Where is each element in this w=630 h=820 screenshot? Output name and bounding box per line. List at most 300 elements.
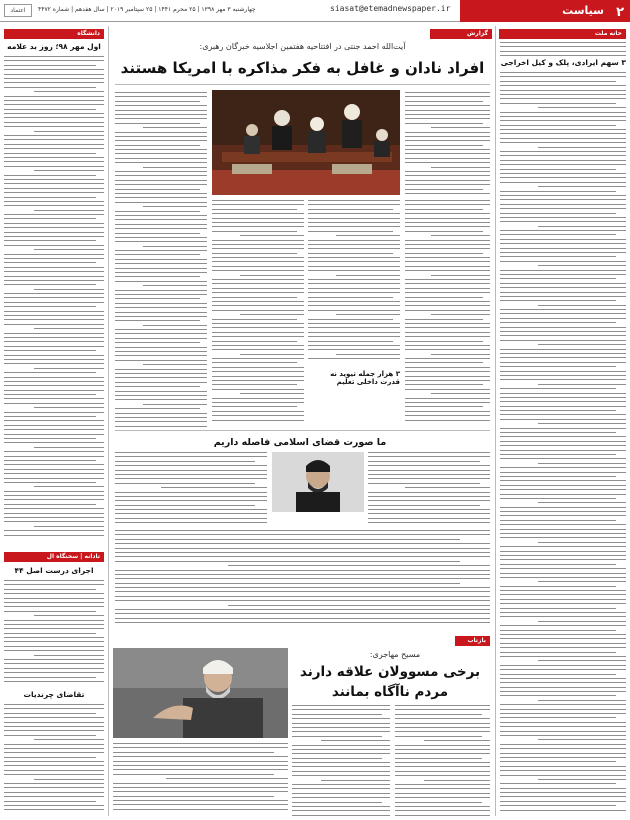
text-line	[405, 406, 483, 407]
text-line	[292, 745, 390, 746]
text-line	[4, 774, 104, 775]
text-line	[405, 341, 483, 342]
text-line	[4, 306, 96, 307]
text-line	[500, 318, 626, 319]
text-line	[4, 355, 104, 356]
text-line	[143, 325, 207, 326]
text-line	[368, 500, 490, 501]
text-line	[405, 376, 490, 377]
text-line	[212, 257, 304, 258]
text-line	[240, 393, 304, 394]
text-line	[4, 157, 104, 158]
text-line	[321, 780, 390, 781]
text-line	[395, 749, 490, 750]
text-line	[368, 478, 490, 479]
text-line	[538, 581, 626, 582]
text-line	[115, 561, 460, 562]
text-line	[395, 806, 490, 807]
text-line	[431, 314, 491, 315]
text-line	[500, 239, 626, 240]
text-line	[4, 403, 104, 404]
text-line	[500, 125, 616, 126]
text-line	[113, 765, 288, 766]
text-line	[292, 810, 390, 811]
text-line	[212, 389, 304, 390]
text-line	[500, 278, 616, 279]
text-line	[113, 756, 288, 757]
text-line	[4, 87, 96, 88]
text-line	[4, 122, 104, 123]
text-line	[500, 441, 626, 442]
text-line	[4, 434, 104, 435]
text-line	[500, 85, 626, 86]
text-line	[4, 650, 104, 651]
text-line	[115, 483, 255, 484]
text-line	[115, 316, 207, 317]
page-header	[0, 0, 630, 22]
text-line	[405, 118, 490, 119]
text-line	[500, 625, 626, 626]
text-line	[4, 346, 104, 347]
text-line	[500, 371, 626, 372]
text-line	[405, 358, 490, 359]
text-line	[405, 415, 490, 416]
text-line	[500, 647, 626, 648]
text-line	[500, 480, 626, 481]
text-line	[4, 717, 104, 718]
text-line	[212, 231, 297, 232]
text-line	[115, 609, 490, 610]
text-line	[500, 129, 626, 130]
text-line	[4, 139, 104, 140]
text-line	[212, 332, 304, 333]
text-line	[115, 591, 490, 592]
text-line	[115, 118, 207, 119]
text-line	[500, 713, 626, 714]
text-line	[115, 417, 207, 418]
text-line	[4, 770, 104, 771]
text-line	[212, 305, 304, 306]
text-line	[500, 494, 626, 495]
text-line	[4, 633, 96, 634]
text-line	[405, 213, 490, 214]
text-line	[368, 509, 490, 510]
text-line	[4, 517, 104, 518]
text-line	[34, 447, 104, 448]
text-line	[336, 314, 400, 315]
text-line	[115, 534, 490, 535]
text-line	[4, 451, 104, 452]
text-line	[500, 630, 616, 631]
text-line	[4, 504, 96, 505]
text-line	[500, 160, 626, 161]
text-line	[368, 452, 490, 453]
text-line	[500, 155, 626, 156]
text-line	[4, 708, 104, 709]
text-line	[34, 368, 104, 369]
text-line	[500, 287, 626, 288]
section-title: سیاست	[562, 4, 604, 17]
text-line	[405, 145, 483, 146]
text-line	[308, 301, 400, 302]
text-line	[143, 364, 207, 365]
text-line	[143, 127, 207, 128]
text-line	[4, 390, 104, 391]
text-line	[4, 460, 96, 461]
text-line	[4, 478, 104, 479]
text-line	[115, 395, 207, 396]
text-line	[115, 492, 267, 493]
text-line	[4, 262, 96, 263]
text-line	[115, 399, 207, 400]
text-line	[292, 775, 390, 776]
text-line	[4, 385, 104, 386]
text-line	[4, 805, 104, 806]
text-line	[212, 226, 304, 227]
text-line	[4, 192, 104, 193]
left-top-label: دانشگاه	[4, 29, 104, 39]
text-line	[4, 735, 96, 736]
text-line	[500, 349, 626, 350]
text-line	[212, 336, 304, 337]
text-line	[212, 345, 304, 346]
text-line	[212, 398, 304, 399]
text-line	[500, 169, 616, 170]
text-line	[308, 345, 400, 346]
text-line	[4, 606, 104, 607]
text-line	[405, 226, 490, 227]
text-line	[500, 81, 616, 82]
text-line	[115, 539, 460, 540]
text-line	[115, 461, 255, 462]
text-line	[4, 513, 104, 514]
text-line	[500, 393, 626, 394]
secondary-body-wide	[115, 530, 490, 627]
text-line	[4, 398, 104, 399]
text-line	[228, 605, 491, 606]
left-bottom-body	[4, 580, 104, 685]
text-line	[395, 810, 490, 811]
text-line	[292, 771, 390, 772]
text-line	[4, 104, 104, 105]
text-line	[292, 762, 390, 763]
text-line	[115, 211, 200, 212]
text-line	[405, 222, 490, 223]
text-line	[115, 320, 200, 321]
text-line	[4, 659, 104, 660]
text-line	[228, 565, 491, 566]
text-line	[34, 655, 104, 656]
text-line	[405, 332, 490, 333]
text-line	[336, 275, 400, 276]
left-bottom-title: اجرای درست اصل ۴۴	[14, 566, 94, 575]
text-line	[4, 677, 96, 678]
text-line	[395, 766, 490, 767]
text-line	[308, 209, 393, 210]
text-line	[500, 335, 626, 336]
text-line	[143, 404, 207, 405]
text-line	[405, 371, 490, 372]
text-line	[500, 362, 626, 363]
text-line	[405, 149, 490, 150]
section-email: siasat@etemadnewspaper.ir	[330, 4, 451, 13]
text-line	[405, 310, 490, 311]
text-line	[4, 668, 104, 669]
text-line	[115, 505, 255, 506]
text-line	[500, 788, 626, 789]
text-line	[500, 805, 616, 806]
text-line	[405, 487, 490, 488]
text-line	[500, 608, 616, 609]
text-line	[538, 265, 626, 266]
text-line	[4, 438, 96, 439]
page-number: ۲	[616, 5, 624, 20]
text-line	[368, 522, 490, 523]
text-line	[4, 765, 104, 766]
text-line	[405, 200, 490, 201]
newspaper-logo: اعتماد	[4, 4, 32, 17]
text-line	[115, 250, 207, 251]
text-line	[500, 173, 626, 174]
text-line	[500, 770, 626, 771]
main-headline: افراد نادان و غافل به فکر مذاکره با امریکا هستند	[120, 59, 485, 77]
text-line	[212, 213, 304, 214]
text-line	[395, 788, 490, 789]
text-line	[143, 285, 207, 286]
text-line	[113, 800, 288, 801]
text-line	[115, 276, 200, 277]
text-line	[115, 377, 207, 378]
text-line	[4, 495, 104, 496]
text-line	[115, 465, 267, 466]
text-line	[4, 218, 96, 219]
text-line	[4, 161, 104, 162]
text-line	[500, 379, 626, 380]
text-line	[115, 153, 207, 154]
text-line	[500, 397, 626, 398]
text-line	[292, 758, 382, 759]
text-line	[4, 214, 104, 215]
text-line	[4, 135, 104, 136]
text-line	[4, 521, 104, 522]
bottom-body-column	[292, 705, 390, 819]
text-line	[500, 511, 626, 512]
text-line	[4, 148, 104, 149]
text-line	[115, 333, 207, 334]
text-line	[500, 221, 626, 222]
text-line	[115, 530, 490, 531]
text-line	[395, 758, 482, 759]
text-line	[500, 678, 626, 679]
text-line	[500, 726, 626, 727]
text-line	[4, 752, 104, 753]
text-line	[212, 310, 304, 311]
text-line	[500, 551, 626, 552]
text-line	[4, 637, 104, 638]
text-line	[34, 91, 104, 92]
text-line	[308, 218, 400, 219]
left-top-body	[4, 56, 104, 539]
text-line	[115, 556, 490, 557]
text-line	[500, 410, 616, 411]
text-line	[115, 548, 490, 549]
text-line	[115, 574, 490, 575]
text-line	[4, 65, 96, 66]
text-line	[500, 164, 626, 165]
text-line	[4, 205, 104, 206]
text-line	[500, 195, 626, 196]
text-line	[368, 483, 480, 484]
text-line	[308, 222, 400, 223]
text-line	[4, 363, 104, 364]
text-line	[368, 470, 490, 471]
text-line	[500, 507, 626, 508]
main-kicker: آیت‌الله احمد جنتی در افتتاحیه هفتمین اجلاسیه خبرگان رهبری:	[199, 42, 406, 51]
text-line	[4, 284, 96, 285]
text-line	[500, 674, 616, 675]
text-line	[500, 112, 626, 113]
text-line	[34, 249, 104, 250]
text-line	[212, 292, 304, 293]
text-line	[240, 235, 304, 236]
text-line	[4, 726, 104, 727]
text-line	[538, 502, 626, 503]
text-line	[308, 257, 400, 258]
text-line	[405, 136, 490, 137]
text-line	[115, 180, 207, 181]
text-line	[500, 322, 616, 323]
text-line	[115, 456, 267, 457]
text-line	[500, 98, 626, 99]
text-line	[500, 489, 626, 490]
text-line	[4, 188, 104, 189]
text-line	[115, 193, 207, 194]
text-line	[368, 492, 490, 493]
text-line	[405, 345, 490, 346]
text-line	[292, 802, 382, 803]
text-line	[4, 796, 104, 797]
text-line	[308, 231, 393, 232]
text-line	[4, 412, 104, 413]
text-line	[4, 381, 104, 382]
text-line	[500, 524, 626, 525]
text-line	[500, 731, 626, 732]
text-line	[308, 226, 400, 227]
text-line	[431, 167, 491, 168]
text-line	[405, 204, 490, 205]
main-body-column	[405, 200, 490, 424]
text-line	[4, 663, 104, 664]
text-line	[500, 419, 626, 420]
text-line	[115, 307, 207, 308]
text-line	[113, 783, 288, 784]
text-line	[395, 745, 490, 746]
text-line	[424, 740, 491, 741]
left-top-title: اول مهر ۹۸؛ روز بد علامه	[7, 42, 101, 51]
text-line	[500, 515, 626, 516]
text-line	[4, 341, 104, 342]
text-line	[115, 373, 207, 374]
text-line	[4, 315, 104, 316]
text-line	[115, 294, 207, 295]
text-line	[405, 180, 490, 181]
text-line	[292, 788, 390, 789]
text-line	[538, 226, 626, 227]
text-line	[212, 349, 304, 350]
text-line	[4, 319, 104, 320]
text-line	[538, 542, 626, 543]
report-label: گزارش	[430, 29, 492, 39]
text-line	[113, 752, 274, 753]
text-line	[395, 723, 490, 724]
text-line	[4, 420, 104, 421]
text-line	[115, 587, 490, 588]
text-line	[405, 253, 483, 254]
text-line	[4, 179, 104, 180]
text-line	[292, 736, 382, 737]
text-line	[212, 218, 304, 219]
text-line	[395, 802, 482, 803]
text-line	[405, 240, 490, 241]
text-line	[500, 573, 626, 574]
text-line	[113, 809, 288, 810]
text-line	[500, 709, 626, 710]
text-line	[143, 167, 207, 168]
text-line	[115, 233, 200, 234]
text-line	[212, 283, 304, 284]
text-line	[4, 302, 104, 303]
text-line	[115, 268, 207, 269]
text-line	[405, 323, 490, 324]
text-line	[292, 766, 390, 767]
text-line	[115, 543, 490, 544]
text-line	[538, 186, 626, 187]
text-line	[212, 261, 304, 262]
text-line	[166, 778, 289, 779]
text-line	[34, 739, 104, 740]
bottom-headline-1: برخی مسوولان علاقه دارند	[299, 664, 481, 680]
text-line	[115, 171, 207, 172]
text-line	[500, 537, 626, 538]
text-line	[115, 622, 490, 623]
text-line	[308, 310, 400, 311]
bottom-headline-2: مردم ناآگاه بمانند	[331, 684, 449, 700]
text-line	[115, 114, 207, 115]
text-line	[405, 411, 490, 412]
text-line	[395, 771, 490, 772]
text-line	[292, 714, 382, 715]
bottom-section-label: بازتاب	[455, 636, 490, 646]
text-line	[34, 407, 104, 408]
text-line	[431, 127, 491, 128]
text-line	[500, 717, 616, 718]
text-line	[4, 100, 104, 101]
text-line	[405, 297, 483, 298]
text-line	[115, 110, 207, 111]
text-line	[500, 559, 626, 560]
text-line	[308, 279, 400, 280]
text-line	[538, 384, 626, 385]
text-line	[4, 593, 104, 594]
text-line	[500, 309, 626, 310]
text-line	[34, 210, 104, 211]
text-line	[424, 780, 491, 781]
text-line	[4, 508, 104, 509]
left-bottom-label: تادانه | سخنگاه ال	[4, 552, 104, 562]
text-line	[212, 209, 297, 210]
text-line	[143, 206, 207, 207]
text-line	[405, 209, 483, 210]
